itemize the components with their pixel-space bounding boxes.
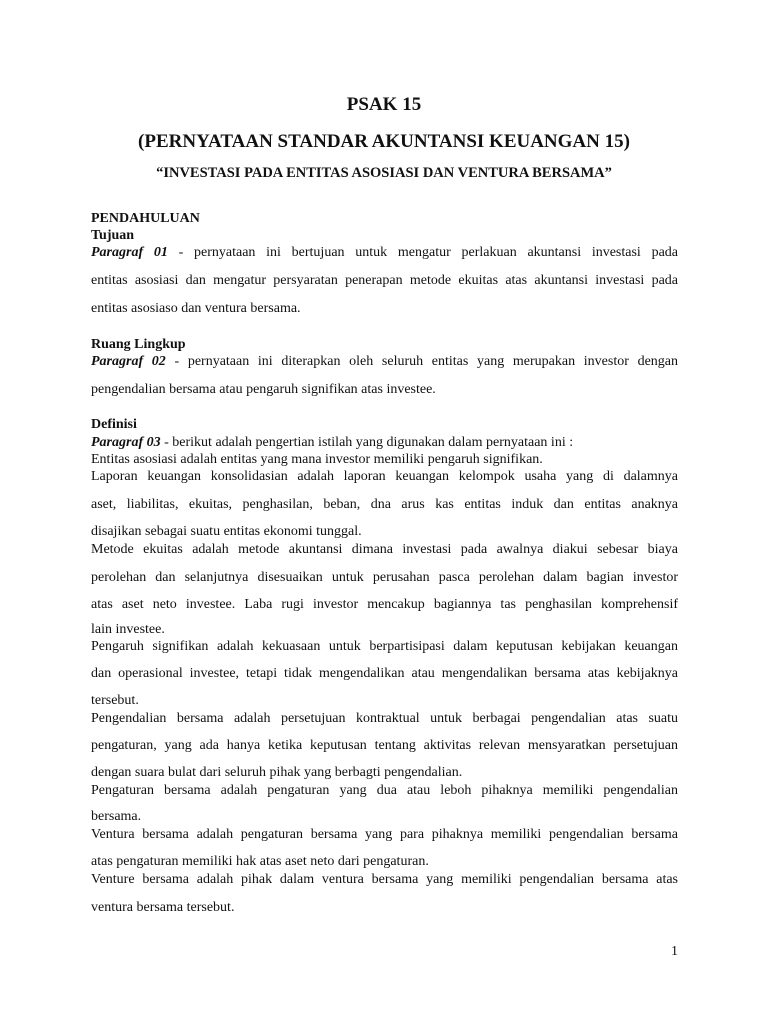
- tujuan-line-2: entitas asosiasi dan mengatur persyaratan penerapan metode ekuitas atas akuntansi investasi pada: [91, 273, 678, 288]
- definisi-line: lain investee.: [91, 622, 165, 637]
- subheading-tujuan: Tujuan: [91, 228, 135, 243]
- section-heading-pendahuluan: PENDAHULUAN: [91, 211, 200, 226]
- document-subtitle: “INVESTASI PADA ENTITAS ASOSIASI DAN VENTURA BERSAMA”: [156, 165, 612, 181]
- paragraph-label: Paragraf 01: [91, 245, 168, 260]
- definisi-line: Entitas asosiasi adalah entitas yang mana investor memiliki pengaruh signifikan.: [91, 452, 543, 467]
- document-title: PSAK 15: [346, 94, 422, 115]
- paragraph-text: - berikut adalah pengertian istilah yang digunakan dalam pernyataan ini :: [160, 435, 574, 450]
- definisi-line: Pengaruh signifikan adalah kekuasaan untuk berpartisipasi dalam keputusan kebijakan keuangan: [91, 639, 678, 654]
- definisi-line: Venture bersama adalah pihak dalam ventura bersama yang memiliki pengendalian bersama atas: [91, 872, 678, 887]
- definisi-line: pengaturan, yang ada hanya ketika keputusan tentang aktivitas relevan mensyaratkan persetujuan: [91, 738, 678, 753]
- subheading-definisi: Definisi: [91, 417, 137, 432]
- tujuan-line-1: [91, 244, 678, 262]
- paragraph-text: - pernyataan ini diterapkan oleh seluruh entitas yang merupakan investor dengan: [165, 354, 678, 369]
- definisi-line: dan operasional investee, tetapi tidak mengendalikan atau mengendalikan bersama atas kebijaknya: [91, 666, 678, 681]
- ruang-lingkup-line-2: pengendalian bersama atau pengaruh signifikan atas investee.: [91, 382, 436, 397]
- definisi-line: atas pengaturan memiliki hak atas aset neto dari pengaturan.: [91, 854, 429, 869]
- definisi-line: disajikan sebagai suatu entitas ekonomi tunggal.: [91, 524, 362, 539]
- definisi-line: Laporan keuangan konsolidasian adalah laporan keuangan kelompok usaha yang di dalamnya: [91, 469, 678, 484]
- page-number: 1: [671, 944, 678, 959]
- tujuan-line-3: entitas asosiaso dan ventura bersama.: [91, 301, 301, 316]
- definisi-intro-line: [91, 434, 678, 452]
- paragraph-label: Paragraf 02: [91, 354, 166, 369]
- definisi-line: dengan suara bulat dari seluruh pihak yang berbagti pengendalian.: [91, 765, 463, 780]
- definisi-line: Metode ekuitas adalah metode akuntansi dimana investasi pada awalnya diakui sebesar biaya: [91, 542, 678, 557]
- definisi-line: ventura bersama tersebut.: [91, 900, 235, 915]
- paragraph-label: Paragraf 03: [91, 435, 161, 450]
- document-full-title: (PERNYATAAN STANDAR AKUNTANSI KEUANGAN 15): [138, 131, 630, 152]
- paragraph-text: - pernyataan ini bertujuan untuk mengatur perlakuan akuntansi investasi pada: [167, 245, 678, 260]
- definisi-line: bersama.: [91, 809, 142, 824]
- definisi-line: aset, liabilitas, ekuitas, penghasilan, beban, dna arus kas entitas induk dan entitas anaknya: [91, 497, 678, 512]
- ruang-lingkup-line-1: [91, 353, 678, 371]
- definisi-line: Ventura bersama adalah pengaturan bersama yang para pihaknya memiliki pengendalian bersama: [91, 827, 678, 842]
- definisi-line: atas aset neto investee. Laba rugi investor mencakup bagiannya tas penghasilan komprehensif: [91, 597, 678, 612]
- definisi-line: Pengendalian bersama adalah persetujuan kontraktual untuk berbagai pengendalian atas suatu: [91, 711, 678, 726]
- definisi-line: tersebut.: [91, 693, 139, 708]
- definisi-line: perolehan dan selanjutnya disesuaikan untuk perusahan pasca perolehan dalam bagian investor: [91, 570, 678, 585]
- subheading-ruang-lingkup: Ruang Lingkup: [91, 337, 186, 352]
- definisi-line: Pengaturan bersama adalah pengaturan yang dua atau leboh pihaknya memiliki pengendalian: [91, 783, 678, 798]
